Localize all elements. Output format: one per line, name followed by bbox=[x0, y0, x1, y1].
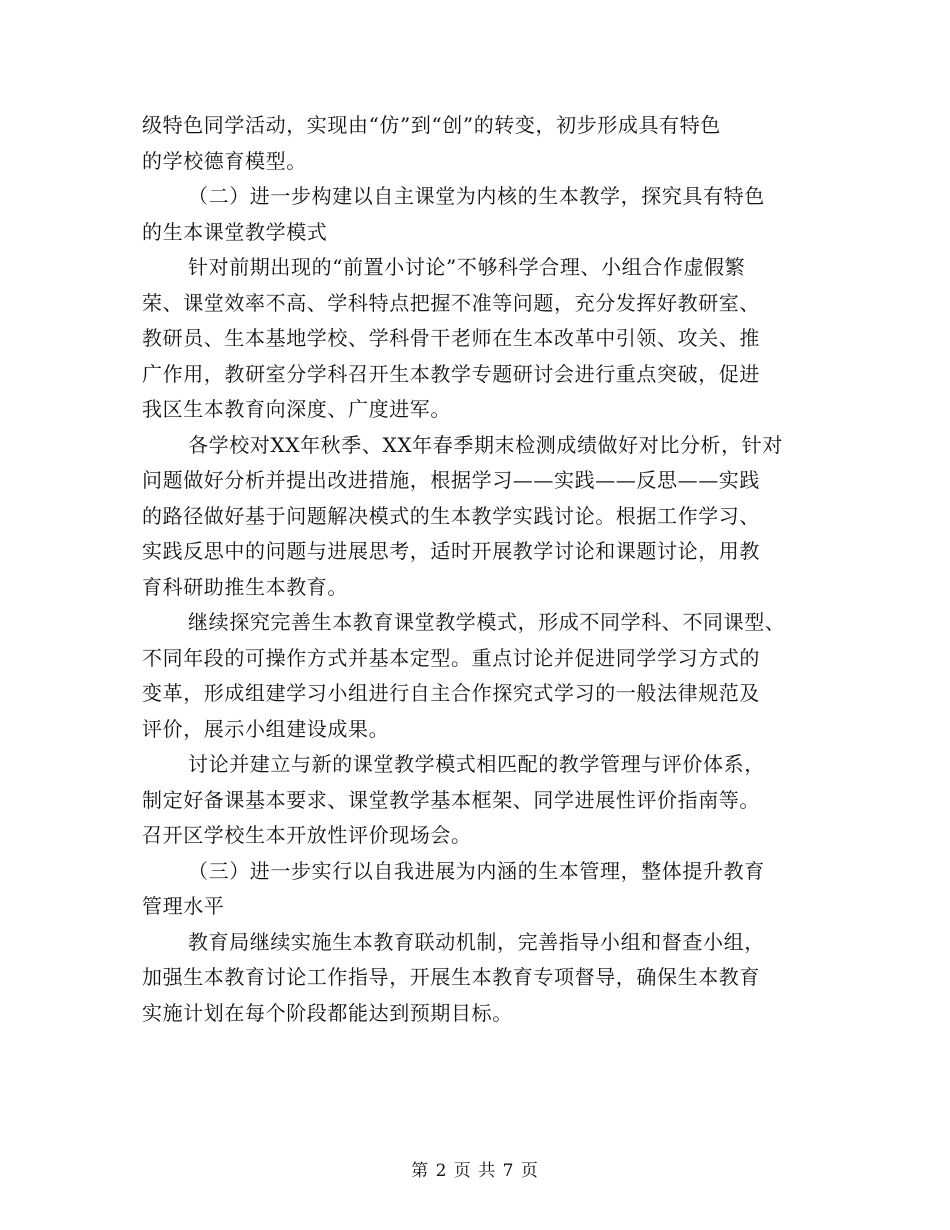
text-line: 实践反思中的问题与进展思考，适时开展教学讨论和课题讨论，用教 bbox=[142, 539, 760, 563]
text-line: 的学校德育模型。 bbox=[142, 148, 307, 173]
text-line: 教研员、生本基地学校、学科骨干老师在生本改革中引领、攻关、推 bbox=[142, 326, 760, 350]
text-line: 不同年段的可操作方式并基本定型。重点讨论并促进同学学习方式的 bbox=[142, 645, 760, 670]
text-line: 的生本课堂教学模式 bbox=[142, 219, 328, 244]
text-line: 加强生本教育讨论工作指导，开展生本教育专项督导，确保生本教育 bbox=[142, 965, 760, 989]
text-line: 召开区学校生本开放性评价现场会。 bbox=[142, 823, 472, 847]
text-line: 继续探究完善生本教育课堂教学模式，形成不同学科、不同课型、 bbox=[188, 610, 786, 634]
text-line: 变革，形成组建学习小组进行自主合作探究式学习的一般法律规范及 bbox=[142, 681, 760, 705]
text-line: 评价，展示小组建设成果。 bbox=[142, 716, 390, 741]
text-line: 广作用，教研室分学科召开生本教学专题研讨会进行重点突破，促进 bbox=[142, 361, 760, 386]
text-line: 问题做好分析并提出改进措施，根据学习——实践——反思——实践 bbox=[142, 468, 760, 492]
text-line: 各学校对XX年秋季、XX年春季期末检测成绩做好对比分析，针对 bbox=[188, 432, 783, 457]
page-number: 第 2 页 共 7 页 bbox=[411, 1161, 539, 1181]
text-line: 管理水平 bbox=[142, 894, 225, 918]
text-line: 我区生本教育向深度、广度进军。 bbox=[142, 397, 451, 421]
text-line: （三）进一步实行以自我进展为内涵的生本管理，整体提升教育 bbox=[188, 858, 765, 883]
document-body bbox=[142, 108, 812, 1031]
text-line: （二）进一步构建以自主课堂为内核的生本教学，探究具有特色 bbox=[188, 184, 765, 208]
text-line: 级特色同学活动，实现由“仿”到“创”的转变，初步形成具有特色 bbox=[142, 113, 721, 137]
text-line: 的路径做好基于问题解决模式的生本教学实践讨论。根据工作学习、 bbox=[142, 503, 760, 528]
text-line: 实施计划在每个阶段都能达到预期目标。 bbox=[142, 1000, 513, 1025]
text-line: 制定好备课基本要求、课堂教学基本框架、同学进展性评价指南等。 bbox=[142, 787, 760, 812]
text-line: 讨论并建立与新的课堂教学模式相匹配的教学管理与评价体系， bbox=[188, 752, 765, 776]
text-line: 荣、课堂效率不高、学科特点把握不准等问题，充分发挥好教研室、 bbox=[142, 290, 760, 315]
text-line: 教育局继续实施生本教育联动机制，完善指导小组和督查小组， bbox=[188, 929, 765, 954]
text-line: 针对前期出现的“前置小讨论”不够科学合理、小组合作虚假繁 bbox=[188, 255, 746, 279]
text-line: 育科研助推生本教育。 bbox=[142, 574, 348, 599]
